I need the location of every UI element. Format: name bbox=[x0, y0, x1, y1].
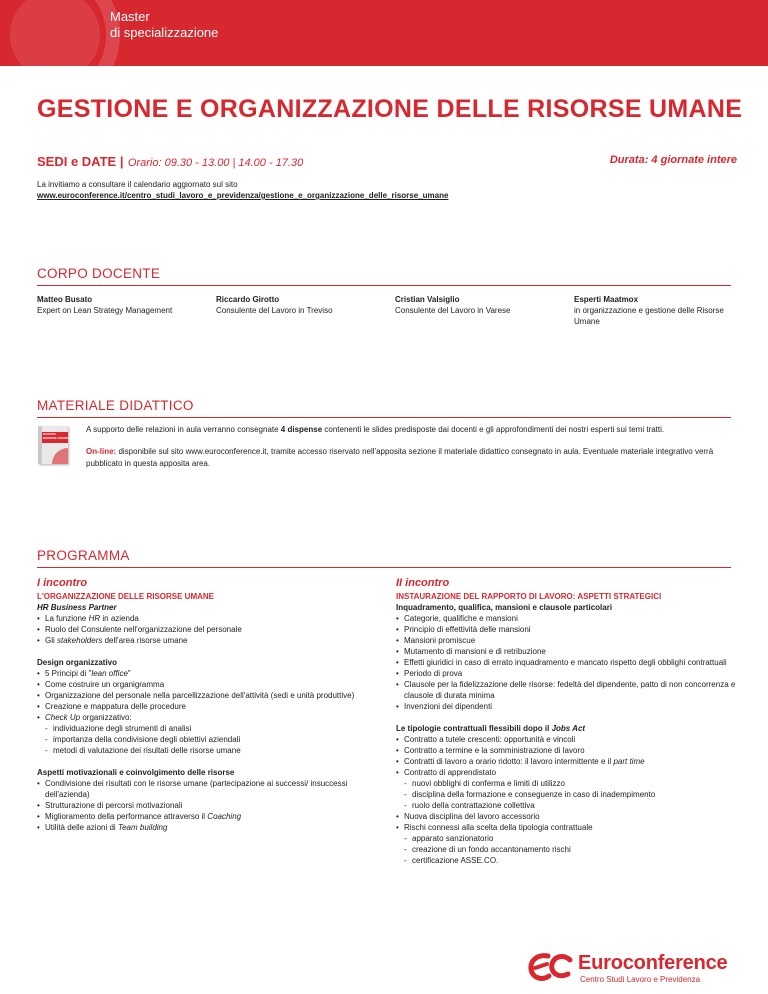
online-label: On-line: bbox=[86, 447, 117, 456]
section-divider bbox=[37, 285, 731, 286]
section-title-docenti: CORPO DOCENTE bbox=[37, 266, 161, 281]
list-item: • Ruolo del Consulente nell'organizzazione del personale bbox=[37, 624, 377, 635]
topic-list bbox=[37, 668, 377, 756]
sub-list-item: - creazione di un fondo accantonamento rischi bbox=[396, 844, 736, 855]
block-title: HR Business Partner bbox=[37, 603, 117, 612]
sub-list-item: - nuovi obblighi di conferma e limiti di utilizzo bbox=[396, 778, 736, 789]
program-block bbox=[37, 602, 377, 646]
list-item: • Miglioramento della performance attraverso il Coaching bbox=[37, 811, 377, 822]
list-item: • Gli stakeholders dell'area risorse umane bbox=[37, 635, 377, 646]
block-title: Aspetti motivazionali e coinvolgimento delle risorse bbox=[37, 768, 235, 777]
list-item: • 5 Principi di "lean office" bbox=[37, 668, 377, 679]
durata-text: Durata: 4 giornate intere bbox=[609, 154, 737, 166]
program-block bbox=[396, 723, 736, 866]
sub-list-item: - metodi di valutazione dei risultati delle risorse umane bbox=[37, 745, 377, 756]
topic-list bbox=[37, 778, 377, 833]
sub-list-item: - individuazione degli strumenti di analisi bbox=[37, 723, 377, 734]
docente-card bbox=[37, 294, 207, 316]
list-item: • Condivisione dei risultati con le risorse umane (partecipazione ai successi/ insuccessi dell'azienda) bbox=[37, 778, 377, 800]
decorative-circle bbox=[10, 0, 100, 66]
module-title: L'ORGANIZZAZIONE DELLE RISORSE UMANE bbox=[37, 592, 215, 601]
sub-list-item: - ruolo della contrattazione collettiva bbox=[396, 800, 736, 811]
program-block bbox=[396, 602, 736, 712]
list-item: • Invenzioni dei dipendenti bbox=[396, 701, 736, 712]
topic-list bbox=[396, 613, 736, 712]
list-item: • Principio di effettività delle mansioni bbox=[396, 624, 736, 635]
list-item: • La funzione HR in azienda bbox=[37, 613, 377, 624]
list-item: • Mutamento di mansioni e di retribuzione bbox=[396, 646, 736, 657]
sedi-label: SEDI e DATE | bbox=[37, 154, 124, 169]
online-paragraph bbox=[86, 446, 734, 470]
list-item: • Strutturazione di percorsi motivazionali bbox=[37, 800, 377, 811]
block-title: Design organizzativo bbox=[37, 658, 118, 667]
programma-column-2 bbox=[396, 576, 736, 877]
list-item: • Contratti di lavoro a orario ridotto: il lavoro intermittente e il part time bbox=[396, 756, 736, 767]
list-item: • Utilità delle azioni di Team building bbox=[37, 822, 377, 833]
materiale-paragraph bbox=[86, 424, 734, 436]
program-type bbox=[110, 9, 218, 41]
section-divider bbox=[37, 567, 731, 568]
book-cover-arc bbox=[52, 448, 68, 464]
list-item: • Contratto di apprendistato - nuovi obblighi di conferma e limiti di utilizzo - disciplina della formazione e conseguenze in caso di inadempimento - ruolo della contrattazione collettiva bbox=[396, 767, 736, 811]
program-block bbox=[37, 657, 377, 756]
docente-role: Expert on Lean Strategy Management bbox=[37, 306, 173, 315]
logo-name: Euroconference bbox=[578, 952, 728, 974]
sedi-row bbox=[37, 153, 737, 173]
docente-role: in organizzazione e gestione delle Risorse Umane bbox=[574, 306, 724, 326]
section-divider bbox=[37, 417, 731, 418]
list-item: • Categorie, qualifiche e mansioni bbox=[396, 613, 736, 624]
docente-name: Cristian Valsiglio bbox=[395, 295, 460, 304]
sub-list-item: - apparato sanzionatorio bbox=[396, 833, 736, 844]
block-title: Le tipologie contrattuali flessibili dopo il Jobs Act bbox=[396, 724, 586, 733]
topic-list bbox=[396, 734, 736, 866]
docente-name: Matteo Busato bbox=[37, 295, 93, 304]
section-title-programma: PROGRAMMA bbox=[37, 548, 130, 563]
module-title: INSTAURAZIONE DEL RAPPORTO DI LAVORO: ASPETTI STRATEGICI bbox=[396, 592, 662, 601]
sub-list bbox=[396, 778, 736, 811]
materiale-text-part: contenenti le slides predisposte dai docenti e gli approfondimenti dei nostri esperti sui temi tratti. bbox=[322, 425, 665, 434]
online-text: disponibile sul sito www.euroconference.it, tramite accesso riservato nell'apposita sezione il materiale didattico consegnato in aula. Eventuale materiale integrativo verrà pubblicato in questa apposita area. bbox=[86, 447, 714, 468]
sub-list bbox=[396, 833, 736, 866]
euroconference-logo bbox=[528, 950, 738, 990]
eyebrow-line-2: di specializzazione bbox=[110, 25, 219, 40]
calendar-intro bbox=[37, 179, 448, 201]
ec-logo-icon bbox=[528, 950, 574, 984]
docente-card bbox=[395, 294, 565, 316]
sub-list-item: - certificazione ASSE.CO. bbox=[396, 855, 736, 866]
list-item: • Effetti giuridici in caso di errato inquadramento e mancato rispetto degli obblighi contrattuali bbox=[396, 657, 736, 668]
sub-list bbox=[37, 723, 377, 756]
list-item: • Rischi connessi alla scelta della tipologia contrattuale - apparato sanzionatorio - creazione di un fondo accantonamento rischi - certificazione ASSE.CO. bbox=[396, 822, 736, 866]
intro-text: La invitiamo a consultare il calendario aggiornato sul sito bbox=[37, 180, 238, 189]
orario-text: Orario: 09.30 - 13.00 | 14.00 - 17.30 bbox=[127, 157, 304, 169]
eyebrow-line-1: Master bbox=[110, 9, 150, 24]
list-item: • Mansioni promiscue bbox=[396, 635, 736, 646]
book-cover-label: MASTER RISORSE UMANE bbox=[42, 432, 68, 443]
logo-tagline: Centro Studi Lavoro e Previdenza bbox=[580, 975, 701, 984]
docente-role: Consulente del Lavoro in Varese bbox=[395, 306, 511, 315]
docente-card bbox=[216, 294, 386, 316]
block-title: Inquadramento, qualifica, mansioni e clausole particolari bbox=[396, 603, 613, 612]
programma-column-1 bbox=[37, 576, 377, 844]
topic-list bbox=[37, 613, 377, 646]
dispensa-book-icon bbox=[38, 426, 68, 464]
docente-role: Consulente del Lavoro in Treviso bbox=[216, 306, 333, 315]
dispense-count: 4 dispense bbox=[280, 425, 323, 434]
sub-list-item: - disciplina della formazione e conseguenze in caso di inadempimento bbox=[396, 789, 736, 800]
incontro-heading: I incontro bbox=[37, 577, 88, 589]
docente-name: Riccardo Girotto bbox=[216, 295, 280, 304]
list-item: • Periodo di prova bbox=[396, 668, 736, 679]
page-title: GESTIONE E ORGANIZZAZIONE DELLE RISORSE UMANE bbox=[37, 95, 743, 123]
list-item: • Clausole per la fidelizzazione delle risorse: fedeltà del dipendente, patto di non concorrenza e clausole di durata minima bbox=[396, 679, 736, 701]
list-item: • Contratto a tutele crescenti: opportunità e vincoli bbox=[396, 734, 736, 745]
list-item: • Contratto a termine e la somministrazione di lavoro bbox=[396, 745, 736, 756]
calendar-link[interactable]: www.euroconference.it/centro_studi_lavoro_e_previdenza/gestione_e_organizzazione_delle_risorse_umane bbox=[37, 191, 449, 200]
sub-list-item: - importanza della condivisione degli obiettivi aziendali bbox=[37, 734, 377, 745]
list-item: • Come costruire un organigramma bbox=[37, 679, 377, 690]
docente-card bbox=[574, 294, 724, 327]
section-title-materiale: MATERIALE DIDATTICO bbox=[37, 398, 194, 413]
docente-name: Esperti Maatmox bbox=[574, 295, 639, 304]
list-item: • Creazione e mappatura delle procedure bbox=[37, 701, 377, 712]
list-item: • Organizzazione del personale nella parcellizzazione dell'attività (sedi e unità produttive) bbox=[37, 690, 377, 701]
incontro-heading: II incontro bbox=[396, 577, 450, 589]
list-item: • Nuova disciplina del lavoro accessorio bbox=[396, 811, 736, 822]
materiale-text-part: A supporto delle relazioni in aula verranno consegnate bbox=[86, 425, 281, 434]
list-item: • Check Up organizzativo: - individuazione degli strumenti di analisi - importanza della condivisione degli obiettivi aziendali - metodi di valutazione dei risultati delle risorse umane bbox=[37, 712, 377, 756]
program-block bbox=[37, 767, 377, 833]
header-band bbox=[0, 0, 768, 66]
